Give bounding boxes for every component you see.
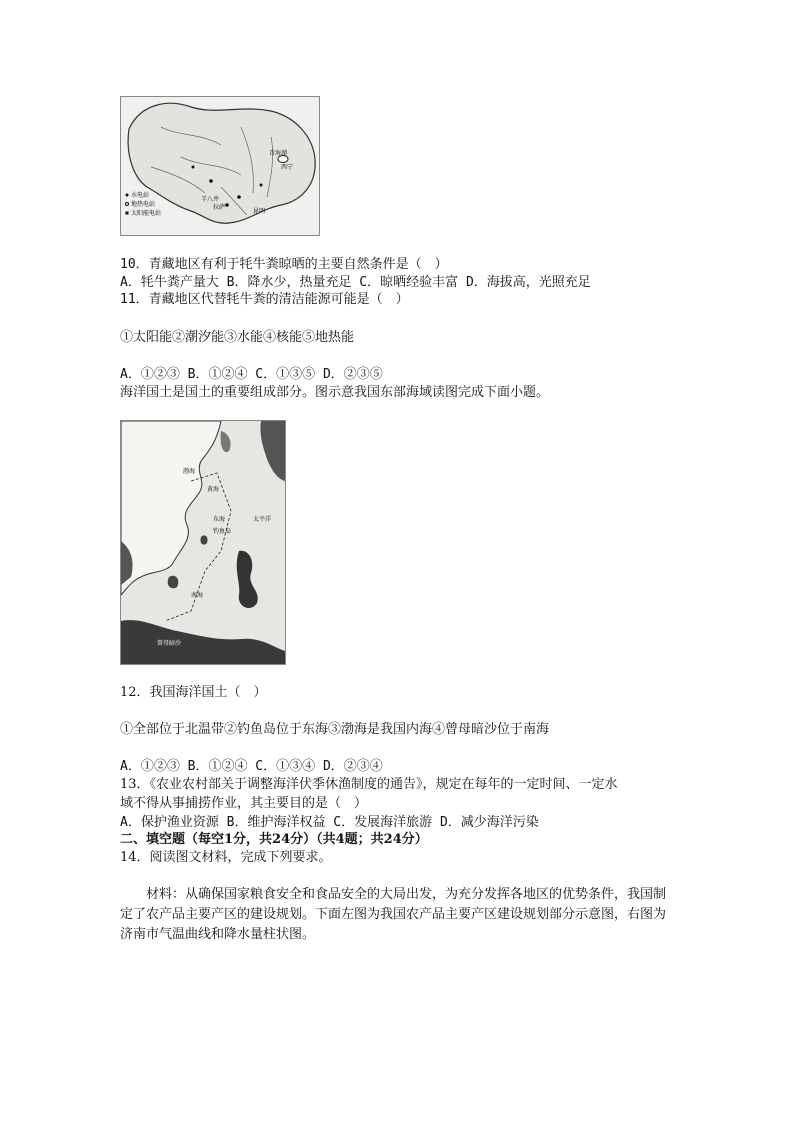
map1-label: 昆明 bbox=[253, 208, 266, 215]
question-12-options: A．①②③ B．①②④ C．①③④ D．②③④ bbox=[120, 759, 383, 774]
station-dot bbox=[209, 179, 213, 183]
qinghai-tibet-energy-map bbox=[120, 96, 320, 236]
map-graphic bbox=[121, 421, 285, 664]
question-14-stem: 14．阅读图文材料，完成下列要求。 bbox=[120, 850, 332, 865]
question-13-stem-line2: 域不得从事捕捞作业，其主要目的是（ ） bbox=[120, 796, 368, 811]
map2-label: 曾母暗沙 bbox=[157, 640, 182, 647]
mainland-china bbox=[121, 421, 221, 595]
map1-label: 西宁 bbox=[281, 164, 294, 171]
map1-label: 拉萨 bbox=[213, 204, 226, 211]
legend-solar-icon bbox=[126, 212, 129, 215]
legend-geothermal-icon bbox=[126, 203, 129, 206]
question-13-options: A．保护渔业资源 B．维护海洋权益 C．发展海洋旅游 D．减少海洋污染 bbox=[120, 815, 539, 830]
station-dot bbox=[260, 184, 263, 187]
southeast-asia-landmass bbox=[121, 620, 285, 664]
hainan-island bbox=[168, 576, 179, 589]
map1-label: 青海湖 bbox=[269, 150, 288, 157]
station-dot bbox=[225, 203, 229, 207]
legend-item: 地热电站 bbox=[131, 201, 156, 208]
station-dot bbox=[192, 166, 195, 169]
legend-hydro-icon bbox=[126, 194, 129, 197]
taiwan-island bbox=[200, 535, 207, 544]
east-china-seas-map bbox=[120, 420, 286, 665]
station-dot bbox=[237, 195, 241, 199]
question-14-material: 材料：从确保国家粮食安全和食品安全的大局出发，为充分发挥各地区的优势条件，我国制定了农产品主要产区的建设规划。下面左图为我国农产品主要产区建设规划部分示意图，右图为济南市气温曲线和降水量柱状图。 bbox=[120, 887, 667, 942]
question-11-options: A．①②③ B．①②④ C．①③⑤ D．②③⑤ bbox=[120, 367, 383, 382]
philippines-landmass bbox=[237, 551, 258, 608]
korea-landmass bbox=[221, 431, 231, 452]
question-11-items: ①太阳能②潮汐能③水能④核能⑤地热能 bbox=[120, 330, 355, 345]
question-13-stem-line1: 13．《农业农村部关于调整海洋伏季休渔制度的通告》，规定在每年的一定时间、一定水 bbox=[120, 777, 618, 792]
japan-landmass bbox=[260, 421, 285, 481]
map2-label: 东海 bbox=[213, 516, 226, 523]
section-2-heading: 二、填空题（每空1分，共24分）（共4题；共24分） bbox=[120, 832, 428, 847]
map1-label: 羊八井 bbox=[201, 196, 220, 203]
question-11-stem: 11．青藏地区代替牦牛粪的清洁能源可能是（ ） bbox=[120, 292, 409, 307]
map2-label: 南海 bbox=[191, 592, 204, 599]
question-12-items: ①全部位于北温带②钓鱼岛位于东海③渤海是我国内海④曾母暗沙位于南海 bbox=[120, 722, 550, 737]
map2-label: 黄海 bbox=[207, 486, 220, 493]
map2-label: 钓鱼岛 bbox=[213, 528, 232, 535]
legend-item: 太阳能电站 bbox=[131, 210, 162, 217]
question-12-stem: 12．我国海洋国土（ ） bbox=[120, 685, 267, 700]
map-graphic bbox=[121, 97, 319, 235]
question-10-options: A．牦牛粪产量大 B．降水少，热量充足 C．晾晒经验丰富 D．海拔高，光照充足 bbox=[120, 275, 591, 290]
map2-label: 太平洋 bbox=[253, 516, 272, 523]
question-10-stem: 10．青藏地区有利于牦牛粪晾晒的主要自然条件是（ ） bbox=[120, 257, 448, 272]
map2-label: 渤海 bbox=[183, 468, 196, 475]
sea-intro: 海洋国土是国土的重要组成部分。图示意我国东部海域读图完成下面小题。 bbox=[120, 385, 550, 400]
legend-item: 水电站 bbox=[131, 192, 150, 199]
